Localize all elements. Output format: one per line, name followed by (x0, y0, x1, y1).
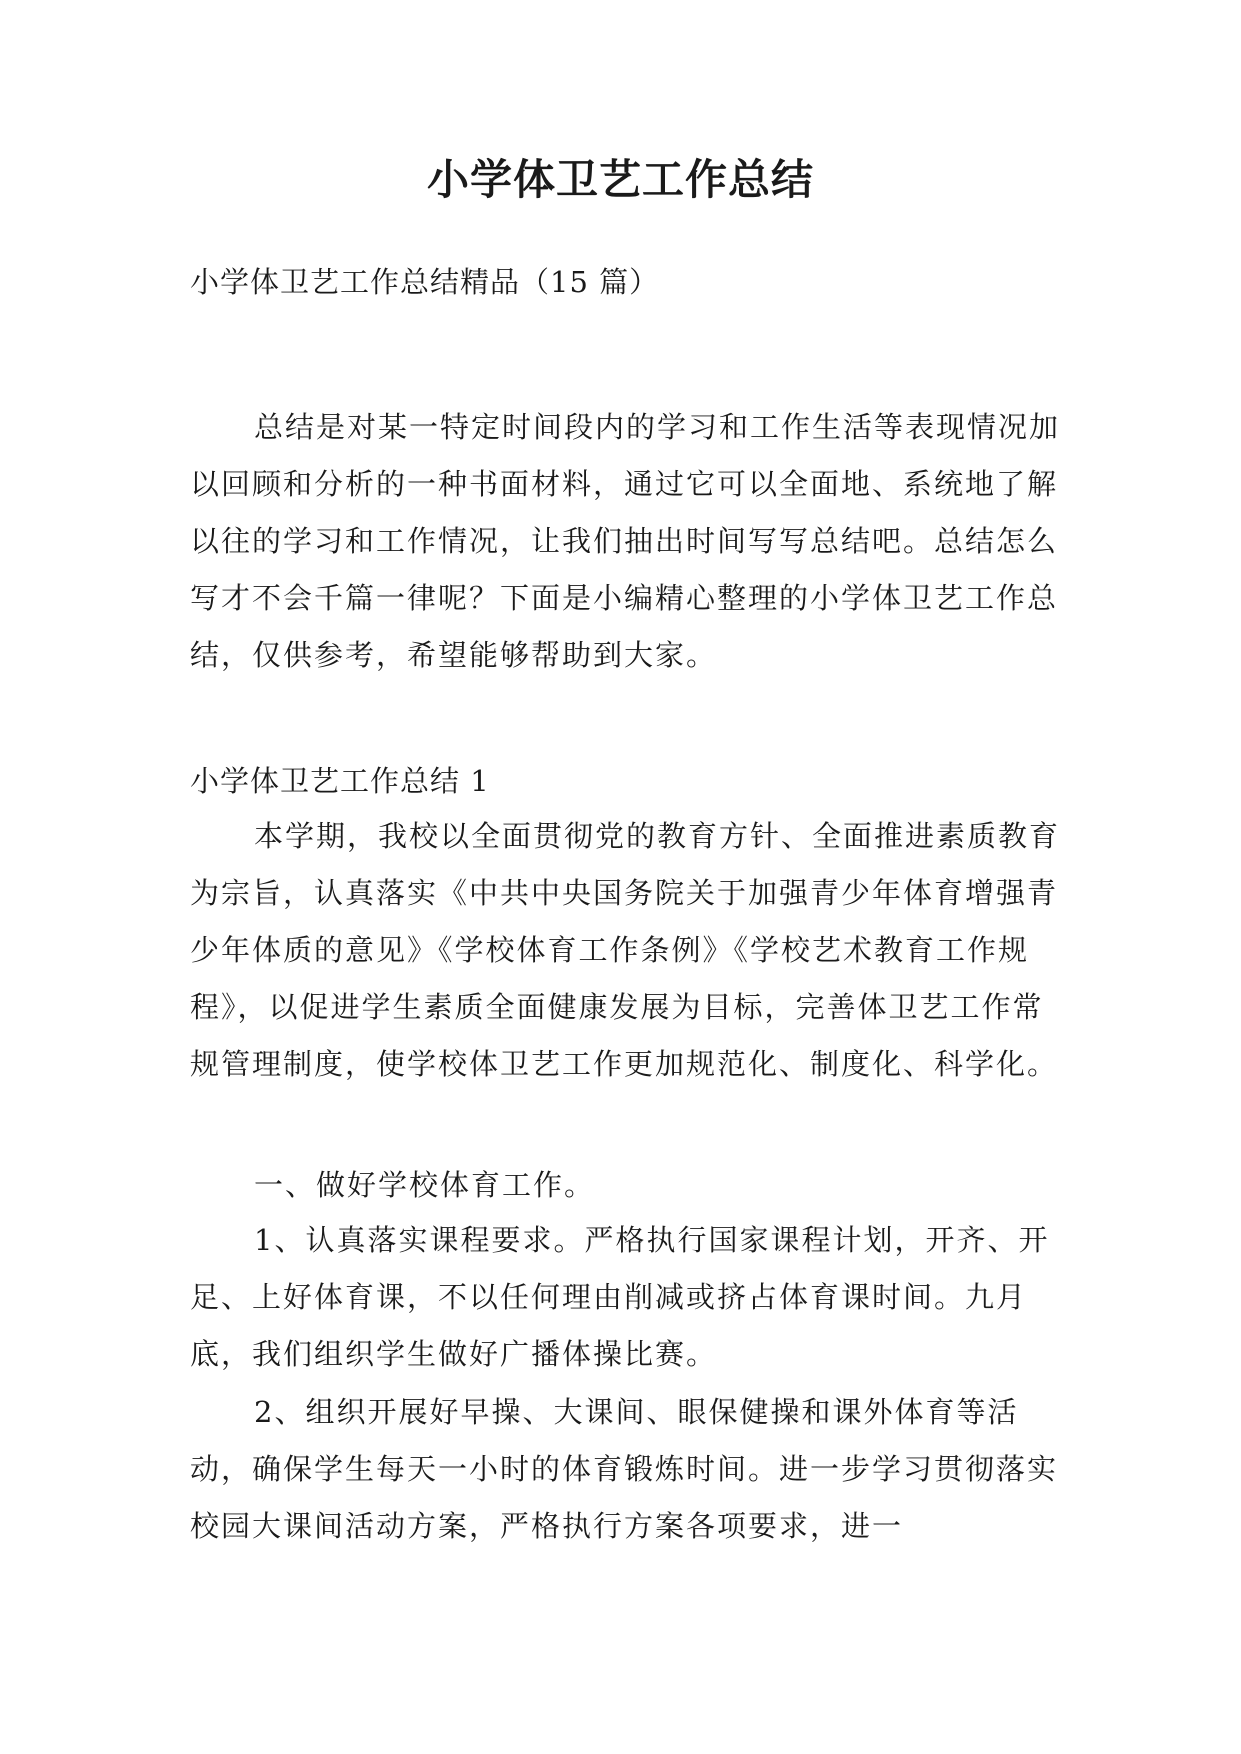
body-paragraph: 一、做好学校体育工作。 (254, 1168, 596, 1202)
body-paragraph: 本学期，我校以全面贯彻党的教育方针、全面推进素质教育为宗旨，认真落实《中共中央国务院关于加强青少年体育增强青少年体质的意见》《学校体育工作条例》《学校艺术教育工作规程》，以促进学生素质全面健康发展为目标，完善体卫艺工作常规管理制度，使学校体卫艺工作更加规范化、制度化、科学化。 (190, 819, 1061, 1081)
document-subtitle: 小学体卫艺工作总结精品（15 篇） (190, 265, 660, 299)
section-heading: 小学体卫艺工作总结 1 (190, 764, 490, 798)
body-paragraph: 2、组织开展好早操、大课间、眼保健操和课外体育等活动，确保学生每天一小时的体育锻炼时间。进一步学习贯彻落实校园大课间活动方案，严格执行方案各项要求，进一 (190, 1395, 1059, 1543)
body-paragraph: 1、认真落实课程要求。严格执行国家课程计划，开齐、开足、上好体育课，不以任何理由削减或挤占体育课时间。九月底，我们组织学生做好广播体操比赛。 (190, 1223, 1050, 1371)
intro-paragraph: 总结是对某一特定时间段内的学习和工作生活等表现情况加以回顾和分析的一种书面材料，通过它可以全面地、系统地了解以往的学习和工作情况，让我们抽出时间写写总结吧。总结怎么写才不会千篇一律呢？下面是小编精心整理的小学体卫艺工作总结，仅供参考，希望能够帮助到大家。 (190, 410, 1061, 672)
document-title: 小学体卫艺工作总结 (426, 155, 814, 204)
